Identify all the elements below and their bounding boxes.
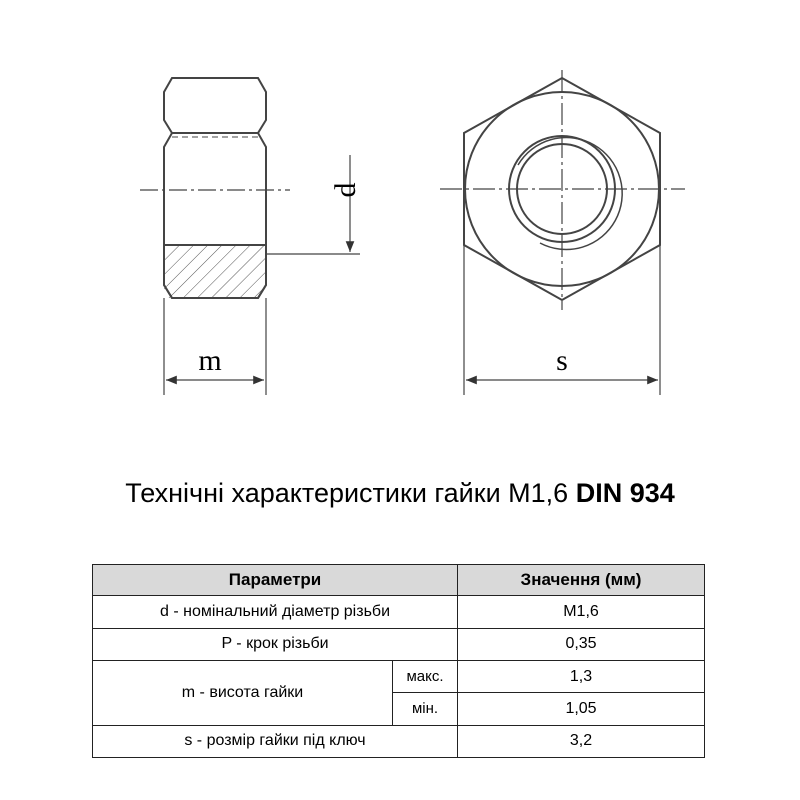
title-standard: DIN 934 xyxy=(575,478,675,508)
table-row xyxy=(93,725,705,757)
row-value: М1,6 xyxy=(458,596,705,628)
row-param: P - крок різьби xyxy=(93,628,458,660)
row-sub-max: макс. xyxy=(393,660,458,692)
page-title xyxy=(0,478,800,509)
title-text: Технічні характеристики гайки М1,6 xyxy=(125,478,569,508)
table-row xyxy=(93,596,705,628)
row-value-max: 1,3 xyxy=(458,660,705,692)
row-value: 0,35 xyxy=(458,628,705,660)
dimension-label-d: d xyxy=(329,182,362,198)
row-value-min: 1,05 xyxy=(458,693,705,725)
table-row xyxy=(93,660,705,692)
specs-table xyxy=(92,564,705,758)
header-value: Значення (мм) xyxy=(458,565,705,596)
side-view xyxy=(140,78,360,395)
header-param: Параметри xyxy=(93,565,458,596)
row-param: s - розмір гайки під ключ xyxy=(93,725,458,757)
dimension-label-s: s xyxy=(556,344,568,377)
table-row xyxy=(93,628,705,660)
row-value: 3,2 xyxy=(458,725,705,757)
dimension-label-m: m xyxy=(198,344,222,377)
table-header-row xyxy=(93,565,705,596)
row-param: d - номінальний діаметр різьби xyxy=(93,596,458,628)
row-param: m - висота гайки xyxy=(93,660,393,725)
row-sub-min: мін. xyxy=(393,693,458,725)
